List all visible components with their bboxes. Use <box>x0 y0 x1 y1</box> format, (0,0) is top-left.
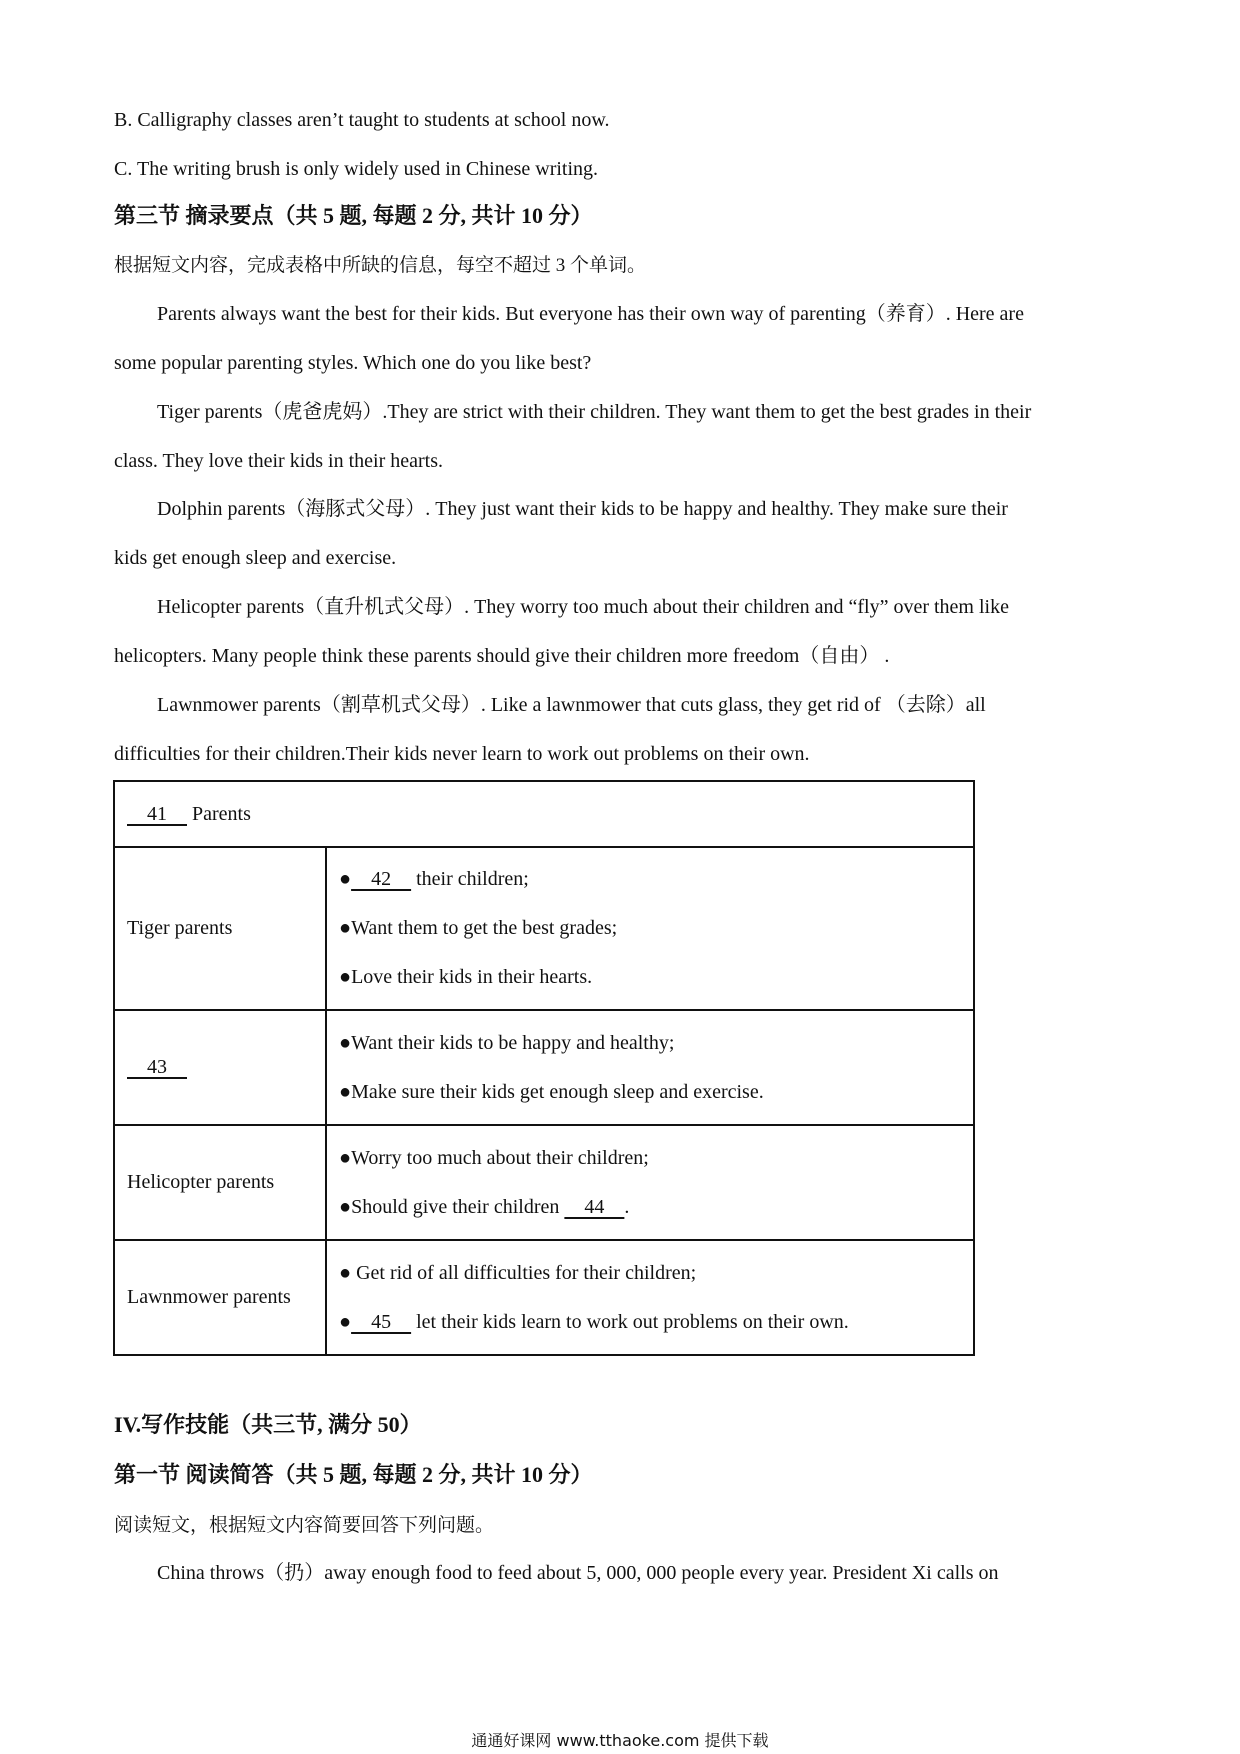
table-header-cell <box>114 781 974 847</box>
blank-43: 43 <box>127 1056 187 1078</box>
bullet-item: ●Make sure their kids get enough sleep and exercise. <box>339 1080 764 1103</box>
passage-p3-line1: Dolphin parents（海豚式父母）. They just want their kids to be happy and healthy. They make sure their <box>157 498 1008 520</box>
blank-45: 45 <box>351 1310 412 1333</box>
blank-42: 42 <box>351 868 412 890</box>
passage-p3-line2: kids get enough sleep and exercise. <box>114 547 397 569</box>
bullet-item <box>339 1183 961 1232</box>
bullet-item: ●Want them to get the best grades; <box>339 917 618 939</box>
part4-text-line1: China throws（扔）away enough food to feed about 5, 000, 000 people every year. President Xi calls on <box>157 1562 999 1584</box>
blank-41: 41 <box>127 802 187 825</box>
bullet-item: ● 42 their children; <box>339 868 529 890</box>
table-row <box>114 1125 974 1240</box>
bullet-item: ●Want their kids to be happy and healthy; <box>339 1031 675 1054</box>
table-row <box>114 1010 974 1125</box>
page-footer: 通通好课网 www.tthaoke.com 提供下载 <box>471 1731 769 1750</box>
table-row <box>114 1240 974 1355</box>
bullet-item: ●Worry too much about their children; <box>339 1146 649 1169</box>
bullet-item: ● Get rid of all difficulties for their children; <box>339 1261 697 1284</box>
passage-p1-line2: some popular parenting styles. Which one do you like best? <box>114 352 592 374</box>
row-type: Helicopter parents <box>114 1125 326 1240</box>
row-details <box>326 1240 974 1355</box>
parenting-summary-table <box>113 780 975 1356</box>
section3-title: 第三节 摘录要点（共 5 题, 每题 2 分, 共计 10 分） <box>114 203 593 228</box>
passage-p5-line1: Lawnmower parents（割草机式父母）. Like a lawnmower that cuts glass, they get rid of （去除）all <box>157 694 986 716</box>
bullet-item: ● 45 let their kids learn to work out problems on their own. <box>339 1310 849 1333</box>
table-header-row <box>114 781 974 847</box>
passage-p1-line1: Parents always want the best for their kids. But everyone has their own way of parenting（养育）. Here are <box>157 303 1024 325</box>
bullet-end: . <box>624 1195 630 1218</box>
bullet-text: ●Should give their children <box>339 1195 560 1218</box>
option-b: B. Calligraphy classes aren’t taught to students at school now. <box>114 109 610 131</box>
row-type: Lawnmower parents <box>114 1240 326 1355</box>
part4-title: IV.写作技能（共三节, 满分 50） <box>114 1412 422 1437</box>
row-details <box>326 1125 974 1240</box>
passage-p2-line2: class. They love their kids in their hearts. <box>114 450 443 472</box>
part4-section1-title: 第一节 阅读简答（共 5 题, 每题 2 分, 共计 10 分） <box>114 1462 593 1487</box>
row-details <box>326 847 974 1010</box>
row-type <box>114 1010 326 1125</box>
part4-instruction: 阅读短文，根据短文内容简要回答下列问题。 <box>114 1515 495 1536</box>
table-row <box>114 847 974 1010</box>
row-type: Tiger parents <box>114 847 326 1010</box>
row-details <box>326 1010 974 1125</box>
section3-instruction: 根据短文内容，完成表格中所缺的信息，每空不超过 3 个单词。 <box>114 255 647 276</box>
bullet-text: let their kids learn to work out problems on their own. <box>416 1310 849 1333</box>
blank-44: 44 <box>564 1195 625 1218</box>
option-c: C. The writing brush is only widely used in Chinese writing. <box>114 158 599 180</box>
passage-p2-line1: Tiger parents（虎爸虎妈）.They are strict with their children. They want them to get the best grades in their <box>157 401 1032 423</box>
bullet-text: their children; <box>416 868 529 890</box>
passage-p5-line2: difficulties for their children.Their kids never learn to work out problems on their own. <box>114 743 810 765</box>
bullet-item: ●Love their kids in their hearts. <box>339 966 593 988</box>
header-label: Parents <box>192 802 251 825</box>
passage-p4-line1: Helicopter parents（直升机式父母）. They worry too much about their children and “fly” over them like <box>157 596 1009 618</box>
passage-p4-line2: helicopters. Many people think these parents should give their children more freedom（自由） . <box>114 645 890 667</box>
